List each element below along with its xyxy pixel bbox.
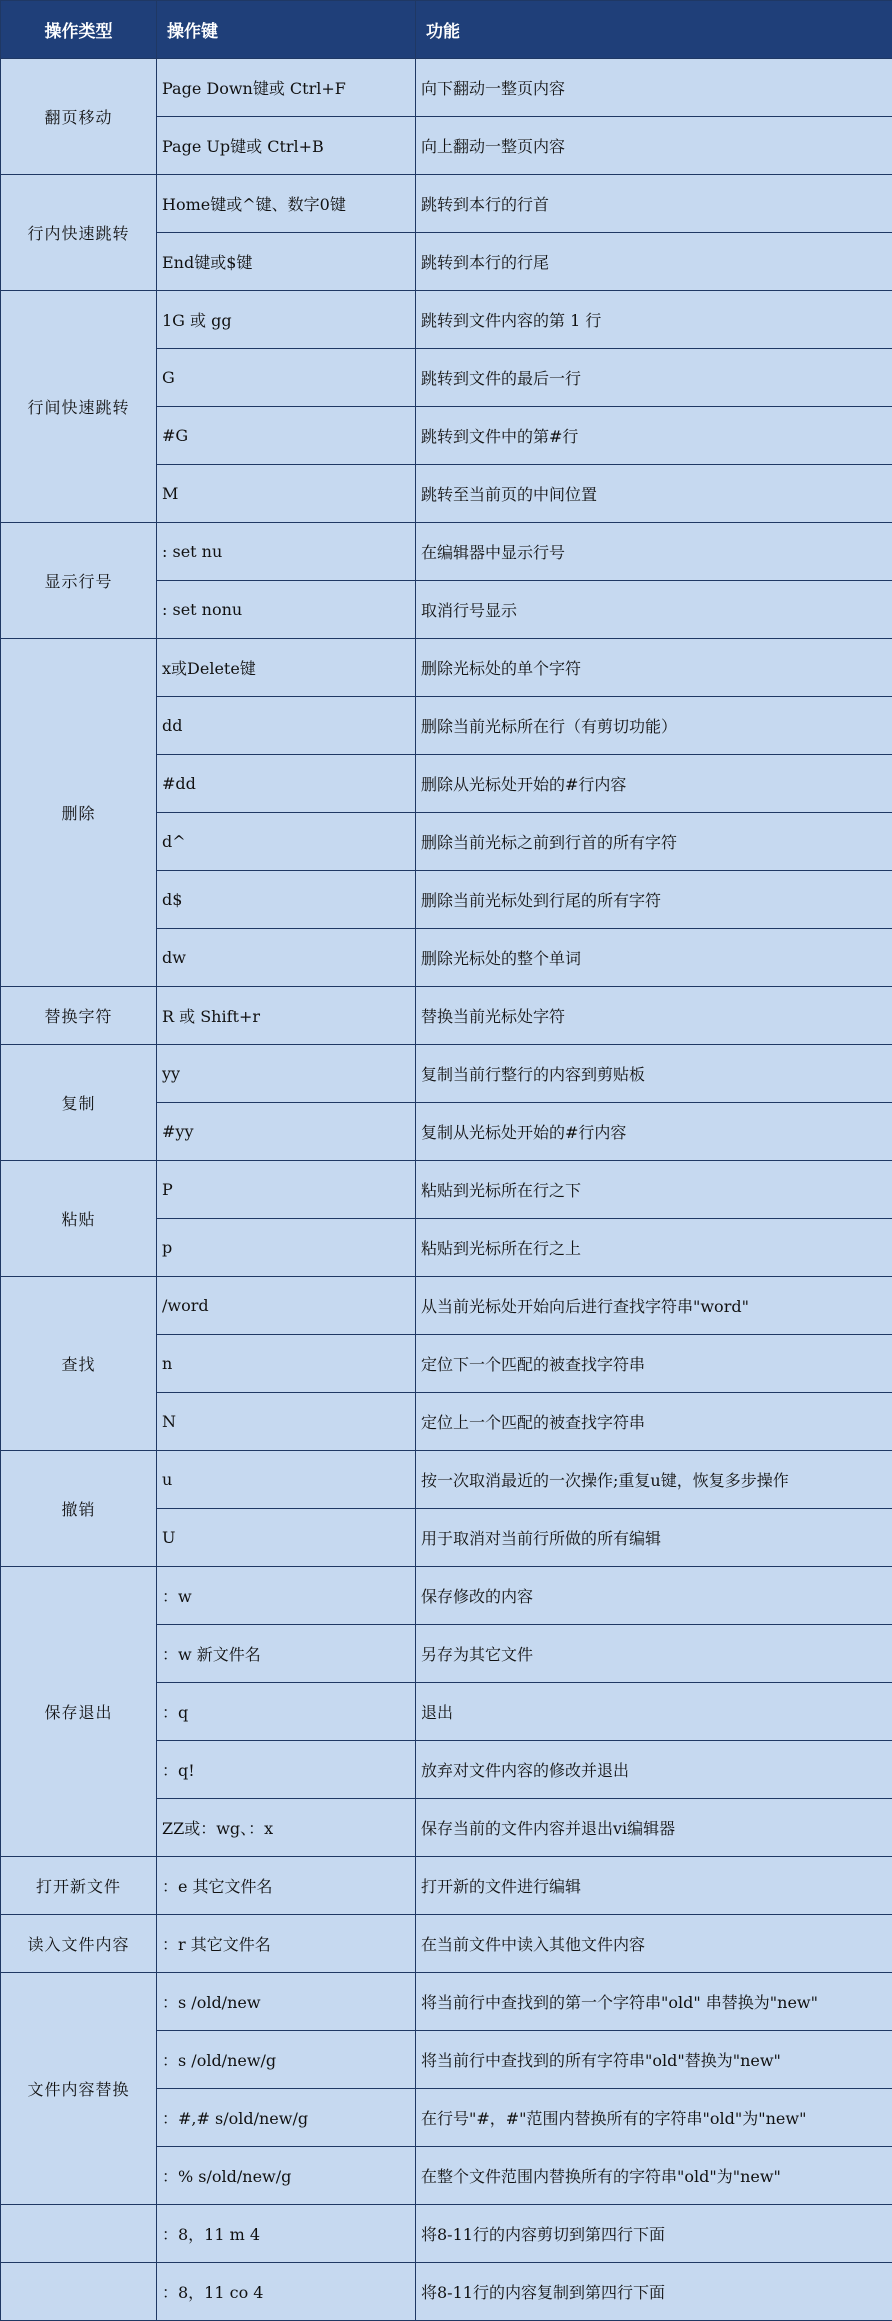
operation-type-cell bbox=[1, 2205, 157, 2263]
operation-key-cell: ：s /old/new/g bbox=[157, 2031, 416, 2089]
operation-key-cell: ：s /old/new bbox=[157, 1973, 416, 2031]
function-cell: 删除当前光标处到行尾的所有字符 bbox=[416, 871, 892, 929]
function-cell: 删除当前光标所在行（有剪切功能） bbox=[416, 697, 892, 755]
function-cell: 在当前文件中读入其他文件内容 bbox=[416, 1915, 892, 1973]
operation-key-cell: p bbox=[157, 1219, 416, 1277]
operation-key-cell: #dd bbox=[157, 755, 416, 813]
operation-type-cell: 删除 bbox=[1, 639, 157, 987]
function-cell: 将8-11行的内容复制到第四行下面 bbox=[416, 2263, 892, 2321]
function-cell: 跳转到本行的行尾 bbox=[416, 233, 892, 291]
operation-key-cell: #yy bbox=[157, 1103, 416, 1161]
table-body bbox=[1, 59, 892, 2321]
operation-key-cell: : set nu bbox=[157, 523, 416, 581]
operation-key-cell: U bbox=[157, 1509, 416, 1567]
function-cell: 定位下一个匹配的被查找字符串 bbox=[416, 1335, 892, 1393]
operation-key-cell: N bbox=[157, 1393, 416, 1451]
table-row bbox=[1, 1161, 892, 1219]
operation-key-cell: Page Down键或 Ctrl+F bbox=[157, 59, 416, 117]
operation-key-cell: ：#,# s/old/new/g bbox=[157, 2089, 416, 2147]
function-cell: 另存为其它文件 bbox=[416, 1625, 892, 1683]
operation-key-cell: d^ bbox=[157, 813, 416, 871]
table-row bbox=[1, 1451, 892, 1509]
function-cell: 向下翻动一整页内容 bbox=[416, 59, 892, 117]
table-row bbox=[1, 1567, 892, 1625]
function-cell: 跳转到文件中的第#行 bbox=[416, 407, 892, 465]
header-row bbox=[1, 1, 892, 59]
operation-type-cell bbox=[1, 2263, 157, 2321]
operation-key-cell: G bbox=[157, 349, 416, 407]
operation-type-cell: 保存退出 bbox=[1, 1567, 157, 1857]
table-row bbox=[1, 639, 892, 697]
operation-key-cell: ：w 新文件名 bbox=[157, 1625, 416, 1683]
function-cell: 删除从光标处开始的#行内容 bbox=[416, 755, 892, 813]
table-row bbox=[1, 1857, 892, 1915]
function-cell: 跳转到文件的最后一行 bbox=[416, 349, 892, 407]
function-cell: 删除光标处的整个单词 bbox=[416, 929, 892, 987]
operation-key-cell: ：w bbox=[157, 1567, 416, 1625]
function-cell: 复制从光标处开始的#行内容 bbox=[416, 1103, 892, 1161]
operation-key-cell: ：8，11 m 4 bbox=[157, 2205, 416, 2263]
operation-type-cell: 复制 bbox=[1, 1045, 157, 1161]
function-cell: 在整个文件范围内替换所有的字符串"old"为"new" bbox=[416, 2147, 892, 2205]
function-cell: 定位上一个匹配的被查找字符串 bbox=[416, 1393, 892, 1451]
operation-key-cell: u bbox=[157, 1451, 416, 1509]
table-row bbox=[1, 523, 892, 581]
function-cell: 保存修改的内容 bbox=[416, 1567, 892, 1625]
function-cell: 在编辑器中显示行号 bbox=[416, 523, 892, 581]
operation-key-cell: M bbox=[157, 465, 416, 523]
operation-key-cell: ：q! bbox=[157, 1741, 416, 1799]
function-cell: 取消行号显示 bbox=[416, 581, 892, 639]
function-cell: 放弃对文件内容的修改并退出 bbox=[416, 1741, 892, 1799]
function-cell: 将当前行中查找到的所有字符串"old"替换为"new" bbox=[416, 2031, 892, 2089]
function-cell: 将8-11行的内容剪切到第四行下面 bbox=[416, 2205, 892, 2263]
operation-type-cell: 读入文件内容 bbox=[1, 1915, 157, 1973]
table-row bbox=[1, 291, 892, 349]
operation-key-cell: dw bbox=[157, 929, 416, 987]
table-row bbox=[1, 987, 892, 1045]
table-row bbox=[1, 1973, 892, 2031]
operation-key-cell: ：% s/old/new/g bbox=[157, 2147, 416, 2205]
function-cell: 从当前光标处开始向后进行查找字符串"word" bbox=[416, 1277, 892, 1335]
operation-key-cell: dd bbox=[157, 697, 416, 755]
header-operation-type: 操作类型 bbox=[1, 1, 157, 59]
operation-key-cell: ZZ或：wg、：x bbox=[157, 1799, 416, 1857]
function-cell: 替换当前光标处字符 bbox=[416, 987, 892, 1045]
operation-key-cell: /word bbox=[157, 1277, 416, 1335]
table-row bbox=[1, 1277, 892, 1335]
function-cell: 粘贴到光标所在行之上 bbox=[416, 1219, 892, 1277]
function-cell: 跳转至当前页的中间位置 bbox=[416, 465, 892, 523]
function-cell: 退出 bbox=[416, 1683, 892, 1741]
function-cell: 跳转到本行的行首 bbox=[416, 175, 892, 233]
table-row bbox=[1, 1915, 892, 1973]
operation-key-cell: yy bbox=[157, 1045, 416, 1103]
function-cell: 删除当前光标之前到行首的所有字符 bbox=[416, 813, 892, 871]
operation-key-cell: 1G 或 gg bbox=[157, 291, 416, 349]
header-function: 功能 bbox=[416, 1, 892, 59]
operation-type-cell: 显示行号 bbox=[1, 523, 157, 639]
function-cell: 按一次取消最近的一次操作;重复u键，恢复多步操作 bbox=[416, 1451, 892, 1509]
operation-key-cell: End键或$键 bbox=[157, 233, 416, 291]
operation-type-cell: 翻页移动 bbox=[1, 59, 157, 175]
operation-type-cell: 行内快速跳转 bbox=[1, 175, 157, 291]
operation-key-cell: Home键或^键、数字0键 bbox=[157, 175, 416, 233]
operation-key-cell: ：q bbox=[157, 1683, 416, 1741]
table-row bbox=[1, 1045, 892, 1103]
operation-type-cell: 查找 bbox=[1, 1277, 157, 1451]
function-cell: 将当前行中查找到的第一个字符串"old" 串替换为"new" bbox=[416, 1973, 892, 2031]
function-cell: 复制当前行整行的内容到剪贴板 bbox=[416, 1045, 892, 1103]
header-operation-key: 操作键 bbox=[157, 1, 416, 59]
operation-key-cell: d$ bbox=[157, 871, 416, 929]
operation-type-cell: 粘贴 bbox=[1, 1161, 157, 1277]
operation-key-cell: Page Up键或 Ctrl+B bbox=[157, 117, 416, 175]
function-cell: 在行号"#，#"范围内替换所有的字符串"old"为"new" bbox=[416, 2089, 892, 2147]
operation-key-cell: : set nonu bbox=[157, 581, 416, 639]
function-cell: 删除光标处的单个字符 bbox=[416, 639, 892, 697]
operation-type-cell: 行间快速跳转 bbox=[1, 291, 157, 523]
operation-key-cell: #G bbox=[157, 407, 416, 465]
table-row bbox=[1, 2263, 892, 2321]
function-cell: 向上翻动一整页内容 bbox=[416, 117, 892, 175]
table-row bbox=[1, 175, 892, 233]
operation-type-cell: 文件内容替换 bbox=[1, 1973, 157, 2205]
operation-type-cell: 撤销 bbox=[1, 1451, 157, 1567]
table-row bbox=[1, 59, 892, 117]
operation-key-cell: n bbox=[157, 1335, 416, 1393]
function-cell: 用于取消对当前行所做的所有编辑 bbox=[416, 1509, 892, 1567]
function-cell: 打开新的文件进行编辑 bbox=[416, 1857, 892, 1915]
operation-type-cell: 替换字符 bbox=[1, 987, 157, 1045]
operation-key-cell: ：8，11 co 4 bbox=[157, 2263, 416, 2321]
operation-key-cell: P bbox=[157, 1161, 416, 1219]
function-cell: 粘贴到光标所在行之下 bbox=[416, 1161, 892, 1219]
operation-key-cell: ：r 其它文件名 bbox=[157, 1915, 416, 1973]
table-row bbox=[1, 2205, 892, 2263]
operation-key-cell: x或Delete键 bbox=[157, 639, 416, 697]
operation-type-cell: 打开新文件 bbox=[1, 1857, 157, 1915]
operation-key-cell: ：e 其它文件名 bbox=[157, 1857, 416, 1915]
operation-key-cell: R 或 Shift+r bbox=[157, 987, 416, 1045]
function-cell: 跳转到文件内容的第 1 行 bbox=[416, 291, 892, 349]
function-cell: 保存当前的文件内容并退出vi编辑器 bbox=[416, 1799, 892, 1857]
